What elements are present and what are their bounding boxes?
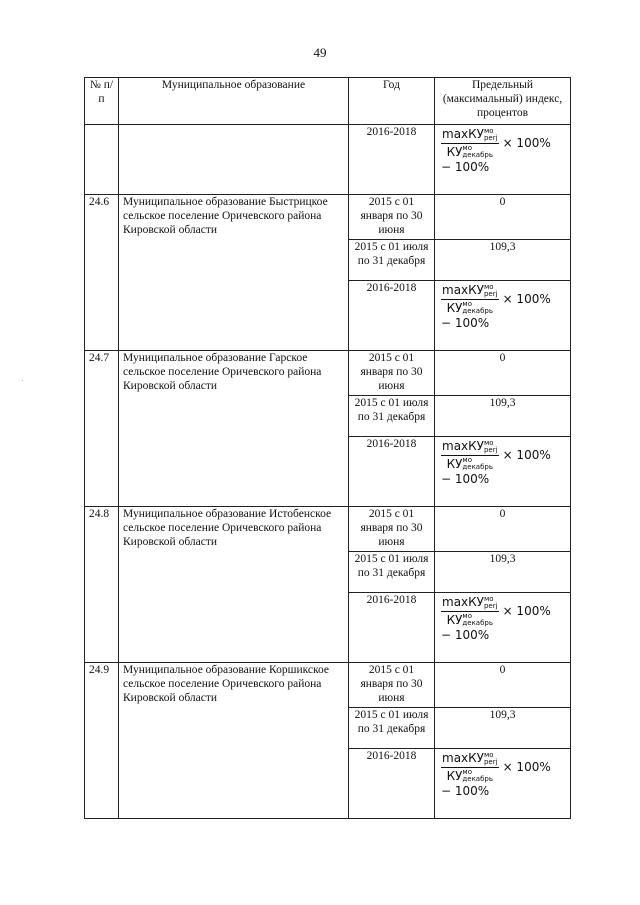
table-body [85,125,571,819]
formula-tail: − 100% [441,784,490,798]
denominator-sub: декабрь [462,463,493,471]
denominator-main: КУ [446,768,463,783]
denominator-sub: декабрь [462,307,493,315]
formula-tail: − 100% [441,316,490,330]
numerator-sup: мо [483,438,494,447]
formula-times: × 100% [502,604,551,618]
formula-fraction [441,751,499,783]
index-value: 109,3 [435,240,571,281]
index-formula [441,283,566,315]
scan-margin-line [22,380,23,381]
entry-number: 24.7 [85,351,119,507]
denominator-sub: декабрь [462,775,493,783]
index-value: 109,3 [435,708,571,749]
denominator-sub: декабрь [462,619,493,627]
formula-denominator [447,612,493,628]
year-cell: 2016-2018 [349,437,435,507]
formula-cell [435,593,571,663]
table-header-row [85,78,571,125]
formula-fraction [441,127,499,159]
year-cell: 2015 с 01 января по 30 июня [349,663,435,708]
formula-times: × 100% [502,136,551,150]
table-row [85,195,571,240]
denominator-sup: мо [462,612,472,620]
header-index: Предельный (максимальный) индекс, процентов [435,78,571,125]
index-value: 109,3 [435,396,571,437]
table-row [85,351,571,396]
numerator-sub: perj [483,757,498,766]
index-value: 0 [435,663,571,708]
numerator-main: maxКУ [442,127,484,141]
formula-cell [435,281,571,351]
entry-number: 24.9 [85,663,119,819]
index-value: 0 [435,195,571,240]
header-municipality: Муниципальное образование [119,78,349,125]
header-num: № п/п [85,78,119,125]
formula-numerator [441,439,499,456]
index-value: 0 [435,351,571,396]
index-formula [441,595,566,627]
continuation-year: 2016-2018 [349,125,435,195]
formula-denominator [447,300,493,316]
denominator-sup: мо [462,456,472,464]
numerator-sub: perj [483,601,498,610]
formula-denominator [447,768,493,784]
numerator-sup: мо [483,594,494,603]
continuation-name-cell [119,125,349,195]
denominator-sub: декабрь [462,151,493,159]
municipality-name: Муниципальное образование Гарское сельское поселение Оричевского района Кировской области [119,351,349,507]
year-cell: 2016-2018 [349,749,435,819]
formula-cell [435,749,571,819]
index-value: 109,3 [435,552,571,593]
formula-times: × 100% [502,292,551,306]
formula-denominator [447,144,493,160]
year-cell: 2015 с 01 января по 30 июня [349,195,435,240]
numerator-main: maxКУ [442,595,484,609]
denominator-main: КУ [446,144,463,159]
formula-numerator [441,283,499,300]
continuation-num-cell [85,125,119,195]
formula-cell [435,125,571,195]
numerator-main: maxКУ [442,751,484,765]
index-formula [441,127,566,159]
numerator-sup: мо [483,750,494,759]
formula-numerator [441,127,499,144]
formula-denominator [447,456,493,472]
formula-tail: − 100% [441,472,490,486]
table-row-continuation [85,125,571,195]
numerator-main: maxКУ [442,439,484,453]
denominator-sup: мо [462,768,472,776]
numerator-sup: мо [483,282,494,291]
index-value: 0 [435,507,571,552]
page-number: 49 [313,45,327,60]
municipality-name: Муниципальное образование Быстрицкое сельское поселение Оричевского района Кировской области [119,195,349,351]
year-cell: 2015 с 01 июля по 31 декабря [349,552,435,593]
formula-numerator [441,595,499,612]
numerator-sub: perj [483,445,498,454]
formula-tail: − 100% [441,160,490,174]
numerator-sub: perj [483,133,498,142]
year-cell: 2015 с 01 июля по 31 декабря [349,240,435,281]
year-cell: 2016-2018 [349,593,435,663]
formula-fraction [441,439,499,471]
numerator-sup: мо [483,126,494,135]
formula-numerator [441,751,499,768]
denominator-main: КУ [446,300,463,315]
numerator-sub: perj [483,289,498,298]
header-year: Год [349,78,435,125]
formula-times: × 100% [502,448,551,462]
tariff-index-table [84,77,571,819]
formula-cell [435,437,571,507]
year-cell: 2016-2018 [349,281,435,351]
index-formula [441,751,566,783]
denominator-sup: мо [462,144,472,152]
year-cell: 2015 с 01 июля по 31 декабря [349,708,435,749]
year-cell: 2015 с 01 января по 30 июня [349,507,435,552]
municipality-name: Муниципальное образование Истобенское сельское поселение Оричевского района Кировской области [119,507,349,663]
formula-times: × 100% [502,760,551,774]
denominator-main: КУ [446,456,463,471]
denominator-sup: мо [462,300,472,308]
entry-number: 24.8 [85,507,119,663]
year-cell: 2015 с 01 июля по 31 декабря [349,396,435,437]
table-row [85,663,571,708]
formula-fraction [441,283,499,315]
numerator-main: maxКУ [442,283,484,297]
year-cell: 2015 с 01 января по 30 июня [349,351,435,396]
municipality-name: Муниципальное образование Коршикское сельское поселение Оричевского района Кировской области [119,663,349,819]
formula-fraction [441,595,499,627]
table-row [85,507,571,552]
formula-tail: − 100% [441,628,490,642]
index-formula [441,439,566,471]
entry-number: 24.6 [85,195,119,351]
denominator-main: КУ [446,612,463,627]
